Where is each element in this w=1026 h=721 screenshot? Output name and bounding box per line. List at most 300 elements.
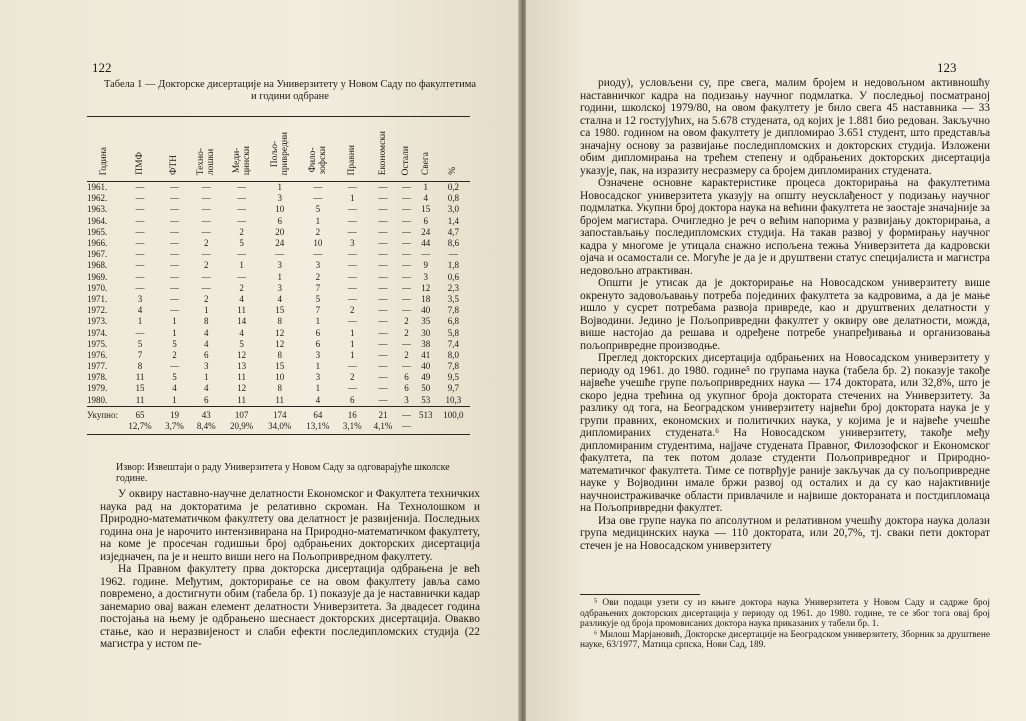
table-cell: — [401,226,411,237]
table-cell: — [378,316,388,327]
table-cell: 4 [277,293,282,304]
table-cell: — [347,249,357,260]
table-cell: 6 [277,215,282,226]
table-cell: 5 [315,293,321,304]
table-row [87,383,470,394]
table-cell: — [169,361,179,372]
table-row [87,361,470,372]
table-cell: — [378,305,388,316]
table-cell: — [347,383,357,394]
table-cell: — [401,193,411,204]
column-header [398,117,414,182]
table-cell: 34,0% [261,421,299,435]
table-cell: 12 [237,383,247,394]
table-cell: 10,3 [445,394,462,405]
column-header-label: Пољо- привредни [269,131,290,175]
table-cell: 3 [277,193,282,204]
table-cell: 4 [137,305,143,316]
column-header [121,117,159,182]
table-cell: 8,6 [447,238,460,249]
table-cell: 1975. [87,338,108,349]
table-row [87,421,470,435]
table-cell: 64 [299,406,337,421]
column-header [437,117,470,182]
table-cell: 9,7 [447,383,460,394]
table-row [87,216,470,227]
table-cell: 13,1% [299,421,337,435]
table-cell: — [237,182,247,193]
table-cell: — [135,271,145,282]
table-cell: 40 [421,361,431,372]
table-cell: 24 [275,238,285,249]
table-cell: — [378,282,388,293]
table-cell: 1977. [87,361,108,372]
table-row [87,372,470,383]
table-cell: — [378,271,388,282]
table-cell: 6 [423,215,428,226]
column-header [223,117,261,182]
table-cell: 24 [421,226,431,237]
table-cell: 10 [275,204,285,215]
right-page [526,0,1026,721]
table-cell: 1 [423,182,428,193]
table-cell: 4 [423,193,428,204]
table-cell: 7 [315,305,321,316]
table-cell: 12 [237,349,247,360]
column-header-label: Правни [347,144,358,175]
table-cell: — [401,182,411,193]
table-cell: — [347,361,357,372]
table-cell: 5 [172,338,177,349]
table-cell: — [378,226,388,237]
table-row [87,182,470,194]
table-cell: — [237,204,247,215]
column-header [368,117,399,182]
table-cell: 11 [237,372,246,383]
table-cell: — [169,271,179,282]
footnote: ⁵ Ови подаци узети су из књиге доктора наука Универзитета у Новом Саду и садрже број одбрањених докторских дисертација у периоду од 1961. до 1980. године, те се због тога овај број разликује од броја промовисаних доктора наука приказаних у табели бр. 1. [580,598,990,629]
table-cell: 2 [349,305,355,316]
table-cell: — [201,182,211,193]
table-cell: 4 [315,394,321,405]
table-cell: 5 [137,338,143,349]
table-cell: 0,2 [447,182,460,193]
footnote-rule [580,594,700,595]
table-cell: 174 [261,406,299,421]
table-cell: — [169,282,179,293]
table-cell: — [169,260,179,271]
table-cell: — [378,249,388,260]
table-cell: 2 [239,282,244,293]
table-cell: — [378,260,388,271]
table-cell: 10 [275,372,285,383]
table-cell: 2 [315,226,321,237]
table-cell: — [378,338,388,349]
table-cell: 9 [423,260,428,271]
table-source-note: Извор: Извештаји о раду Универзитета у Новом Саду за одговарајуће школске године. [116,462,450,484]
table-cell: 1962. [87,193,108,204]
table-cell: 1 [137,316,143,327]
table-cell: 3,7% [159,421,190,435]
table-cell: 5 [239,238,244,249]
table-cell: — [201,204,211,215]
table-row [87,238,470,249]
table-cell: 40 [421,305,431,316]
table-cell: — [347,226,357,237]
table-cell: 3,5 [447,293,460,304]
table-cell: — [401,305,411,316]
table-cell: 1 [349,349,355,360]
table-cell: 2 [404,316,409,327]
table-cell: 2 [315,271,321,282]
table-row [87,193,470,204]
table-cell: 1969. [87,271,108,282]
table-cell: — [398,406,414,421]
table-cell: 12,7% [121,421,159,435]
table-cell: 513 [415,406,437,421]
table-cell: 6 [203,349,209,360]
table-cell: — [347,215,357,226]
table-cell: 1 [315,316,321,327]
table-cell: 8,0 [447,349,460,360]
table-cell: — [169,182,179,193]
column-header [190,117,223,182]
table-cell: 5 [239,338,244,349]
table-cell: — [378,383,388,394]
table-cell: 2 [203,238,209,249]
table-cell: 35 [421,316,431,327]
table-cell: 1968. [87,260,108,271]
page-number-right: 123 [937,60,957,75]
table-cell: 1 [349,327,355,338]
table-cell: 4,1% [368,421,399,435]
table-cell: 1 [203,372,209,383]
table-cell: — [347,182,357,193]
table-cell: — [378,293,388,304]
dissertations-table [87,116,470,435]
table-cell: 41 [421,349,431,360]
table-cell: — [169,204,179,215]
table-row [87,272,470,283]
table-header-row [87,117,470,182]
table-cell: 1978. [87,372,108,383]
table-cell: — [169,193,179,204]
table-cell: 11 [237,394,246,405]
table-cell: 18 [421,293,431,304]
table-cell: 107 [223,406,261,421]
table-cell: — [135,327,145,338]
column-header-label: ПМФ [135,152,146,175]
table-row [87,227,470,238]
left-body-text [100,488,480,651]
table-cell: 1 [172,327,177,338]
table-cell: 1972. [87,305,108,316]
table-cell: 3 [277,260,282,271]
footnote: ⁶ Милош Марјановић, Докторске дисертације на Београдском универзитету, Зборник за друштвене науке, 63/1977, Матица српска, Нови Сад, 189. [580,629,990,650]
table-cell: 3 [203,361,209,372]
table-cell: — [135,226,145,237]
table-cell: — [135,249,145,260]
table-cell: — [313,193,323,204]
table-cell: — [347,271,357,282]
table-cell: 1967. [87,249,108,260]
table-cell: 49 [421,372,431,383]
table-cell: 4 [172,383,177,394]
table-cell: — [401,282,411,293]
table-cell: 6 [404,383,409,394]
table-cell: — [378,215,388,226]
table-cell: — [169,249,179,260]
table-cell: 30 [421,327,431,338]
table-cell: 2,3 [447,282,460,293]
table-cell: — [313,249,323,260]
column-header-label: ФТН [169,155,180,175]
column-header-label: Фило- зофски [307,146,328,175]
table-cell: 19 [159,406,190,421]
table-cell: 3 [404,394,409,405]
table-cell: 1966. [87,238,108,249]
table-cell: 6 [349,394,355,405]
column-header-label: Свега [420,151,431,175]
table-cell: — [201,226,211,237]
table-cell: — [448,249,458,260]
table-cell: 11 [275,394,285,405]
table-cell: — [378,193,388,204]
table-cell: 2 [203,260,209,271]
table-cell: 7,8 [447,305,460,316]
table-cell: 1,8 [447,260,460,271]
table-cell: 15 [421,204,431,215]
table-row [87,406,470,421]
column-header-label: Меди- цински [231,145,252,175]
table-cell: 3,0 [447,204,460,215]
paragraph: На Правном факултету прва докторска дисертација одбрањена је већ 1962. године. Међутим, докторирање се на овом факултету јавља само повремено, а достигнути обим (табела бр. 1) показује да је наставнички кадар занемарио овај важан елемент делатности Универзитета. За двадесет година постојања на њему је одбрањено шеснаест докторских дисертација. Овакво стање, као и неразвијеност и слаби ефекти последипломских студија (22 магистра у истом пе- [100,563,480,650]
table-cell: — [378,372,388,383]
table-cell: — [401,338,411,349]
column-header-label: Техно- лошки [196,147,217,175]
table-cell: 7,4 [447,338,460,349]
table-cell: — [169,226,179,237]
table-cell: 8 [277,316,282,327]
table-cell: — [378,361,388,372]
table-cell: — [313,182,323,193]
table-cell: — [135,282,145,293]
paragraph: Иза ове групе наука по апсолутном и релативном учешћу доктора наука долази група медицинских наука — 110 доктората, или 20,7%, тј. сваки пети докторат стечен је на Новосадском универзитету [580,514,990,552]
table-cell: — [201,193,211,204]
table-cell [437,421,470,435]
table-row [87,339,470,350]
table-cell: 100,0 [437,406,470,421]
table-cell: — [401,238,411,249]
table-cell: 12 [421,282,431,293]
table-body [87,182,470,435]
table-cell: 5 [315,204,321,215]
table-cell: — [398,421,414,435]
table-cell: 4 [203,327,209,338]
table-cell: — [378,327,388,338]
table-cell: 7 [315,282,321,293]
table-cell: 3 [349,238,355,249]
column-header [159,117,190,182]
table-cell: 3 [315,260,321,271]
table-cell: 1 [349,193,355,204]
table-row [87,260,470,271]
table-cell: — [135,260,145,271]
table-cell: 6,8 [447,316,460,327]
table-row [87,350,470,361]
table-cell: — [401,260,411,271]
column-header [415,117,437,182]
table-cell: 3 [277,282,282,293]
table-cell: 1980. [87,394,108,405]
table-cell: 1979. [87,383,108,394]
footnotes [580,594,990,651]
column-header-label: Економски [377,130,388,175]
table-row [87,283,470,294]
table-cell: 11 [135,372,145,383]
table-cell: 3 [423,271,428,282]
table-cell: 1 [315,361,321,372]
table-cell: 3 [315,349,321,360]
table-cell: 12 [275,327,285,338]
table-cell: — [135,193,145,204]
table-cell: 38 [421,338,431,349]
table-cell: — [401,204,411,215]
table-cell: — [169,293,179,304]
table-cell: — [378,204,388,215]
table-cell [87,421,121,435]
table-cell: — [401,361,411,372]
table-cell: 12 [275,338,285,349]
table-cell: 10 [313,238,323,249]
page-number-left: 122 [92,60,112,75]
table-cell: 1963. [87,204,108,215]
table-cell: 20 [275,226,285,237]
table-cell: — [421,249,431,260]
table-cell: 1976. [87,349,108,360]
table-cell: 3 [315,372,321,383]
table-cell: — [347,260,357,271]
right-body-text [580,77,990,552]
table-cell: 3 [137,293,143,304]
table-cell: — [169,305,179,316]
column-header-label: % [448,167,459,175]
table-cell: — [135,204,145,215]
table-cell: 44 [421,238,431,249]
table-cell: — [237,249,247,260]
table-cell: 7,8 [447,361,460,372]
table-row [87,294,470,305]
table-cell: 2 [172,349,177,360]
table-cell: 0,8 [447,193,460,204]
table-cell: 53 [421,394,431,405]
table-cell: 1 [277,182,282,193]
table-cell: — [347,282,357,293]
table-row [87,305,470,316]
table-cell: — [169,238,179,249]
table-row [87,204,470,215]
table-cell [415,421,437,435]
table-cell: 0,6 [447,271,460,282]
table-cell: 8 [277,383,282,394]
table-cell: 21 [368,406,399,421]
table-cell: 16 [337,406,368,421]
table-cell: 6 [203,394,209,405]
table-cell: — [401,293,411,304]
table-cell: — [347,316,357,327]
table-cell: 1 [315,215,321,226]
table-cell: 8 [137,361,143,372]
table-cell: 15 [275,305,285,316]
table-cell: 7 [137,349,143,360]
table-cell: 2 [404,327,409,338]
table-cell: Укупно: [87,406,121,421]
table-cell: — [201,215,211,226]
table-cell: 11 [237,305,246,316]
table-cell: — [378,349,388,360]
table-cell: — [347,204,357,215]
table-cell: 11 [135,394,145,405]
paragraph: Општи је утисак да је докторирање на Новосадском универзитету више окренуто задовољавању потреба појединих факултета за кадровима, а да је мање ишло у сусрет потребама развоја привреде, као и друштвених делатности у Војводини. Једино је Пољопривредни факултет у оквиру ове делатности, можда, више настојао да решава и одређене потребе унапређивања и организовања пољопривредне производње. [580,277,990,352]
table-cell: — [237,271,247,282]
table-cell: — [378,238,388,249]
table-cell: 4,7 [447,226,460,237]
table-cell: 2 [404,349,409,360]
table-cell: 1 [172,394,177,405]
table-cell: 4 [203,383,209,394]
table-cell: — [401,249,411,260]
table-cell: — [135,182,145,193]
table-cell: 20,9% [223,421,261,435]
table-cell: — [201,282,211,293]
table-cell: 1 [172,316,177,327]
table-cell: 5,8 [447,327,460,338]
table-cell: 3,1% [337,421,368,435]
table-cell: 1973. [87,316,108,327]
table-cell: 4 [239,293,244,304]
paragraph: Преглед докторских дисертација одбрањених на Новосадском универзитету у периоду од 1961. до 1980. године⁵ по групама наука (табела бр. 2) показује такође највеће учешће групе пољопривредних наука — 174 доктората, или 32,8%, што је скоро једна трећина од укупног броја доктората стечених на Универзитету. За разлику од тога, на Београдском универзитету највећи број доктората наука је у групи правних, економских и политичких наука, у којима је и највеће учешће дипломираних студената.⁶ На Новосадском универзитету, такође међу дипломираним студентима, најјаче студената Правног, Филозофског и Економског факултета, па тек потом долазе студенти Пољопривредног и Природно-математичког факултета. Тиме се потврђује раније закључак да су пољопривредне науке у Војводини имале бржи развој од осталих и да су као најактивније научноистраживачке области привлачиле и највише доктораната и постдипломаца на Пољопривредни факултет. [580,352,990,514]
table-cell: 6 [404,372,409,383]
table-cell: 1 [349,338,355,349]
table-cell: — [347,293,357,304]
table-cell: 4 [239,327,244,338]
table-cell: 65 [121,406,159,421]
table-cell: — [275,249,285,260]
table-cell: 1 [203,305,209,316]
table-cell: 1974. [87,327,108,338]
table-cell: 6 [315,338,321,349]
table-cell: 2 [239,226,244,237]
table-cell: 8 [277,349,282,360]
table-cell: 15 [135,383,145,394]
table-cell: 13 [237,361,247,372]
table-row [87,327,470,338]
table-cell: — [237,215,247,226]
table-cell: — [401,271,411,282]
table-cell: 43 [190,406,223,421]
table-cell: 1961. [87,182,108,193]
table-row [87,395,470,407]
table-cell: 1965. [87,226,108,237]
table-cell: — [169,215,179,226]
table-cell: 1 [239,260,244,271]
table-cell: 50 [421,383,431,394]
table-caption: Табела 1 — Докторске дисертације на Универзитету у Новом Саду по факултетима и години одбране [103,79,476,102]
table-cell: — [237,193,247,204]
table-cell: 2 [203,293,209,304]
table-cell: 1970. [87,282,108,293]
table-cell: — [378,182,388,193]
